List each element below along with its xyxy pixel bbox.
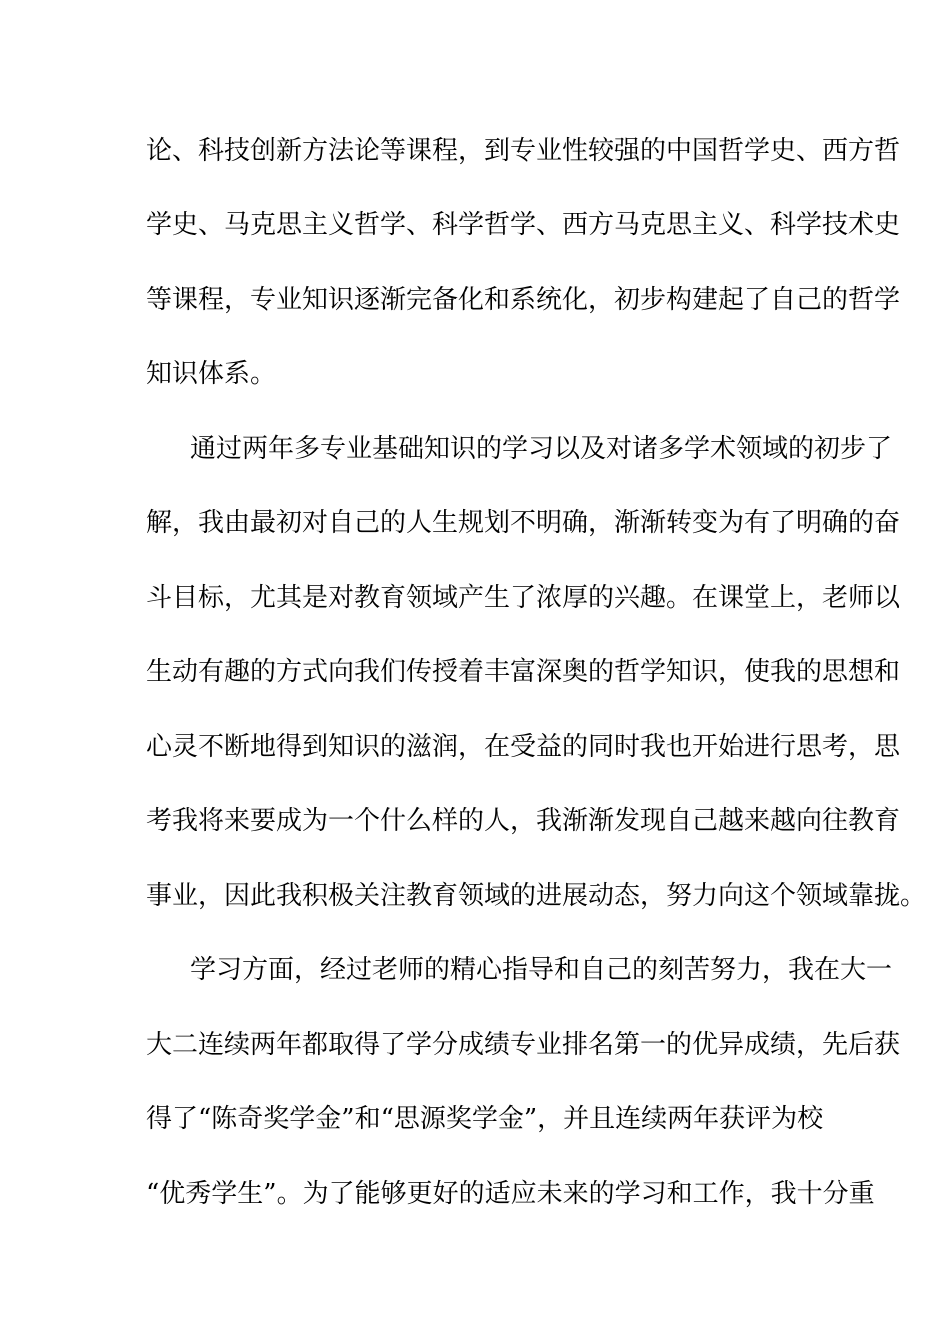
paragraph-3-line-1: 学习方面，经过老师的精心指导和自己的刻苦努力，我在大一 [190,955,893,985]
paragraph-1-line-2: 学史、马克思主义哲学、科学哲学、西方马克思主义、科学技术史 [146,210,901,240]
paragraph-2-line-1: 通过两年多专业基础知识的学习以及对诸多学术领域的初步了 [190,434,893,464]
paragraph-2-line-2: 解，我由最初对自己的人生规划不明确，渐渐转变为有了明确的奋 [146,508,901,538]
paragraph-2-line-5: 心灵不断地得到知识的滋润，在受益的同时我也开始进行思考，思 [146,732,901,762]
paragraph-1-line-4: 知识体系。 [146,359,277,389]
paragraph-3-line-2: 大二连续两年都取得了学分成绩专业排名第一的优异成绩，先后获 [146,1030,901,1060]
paragraph-1-line-3: 等课程，专业知识逐渐完备化和系统化，初步构建起了自己的哲学 [146,285,901,315]
paragraph-2-line-7: 事业，因此我积极关注教育领域的进展动态，努力向这个领域靠拢。 [146,881,927,911]
paragraph-2-line-4: 生动有趣的方式向我们传授着丰富深奥的哲学知识，使我的思想和 [146,657,901,687]
paragraph-3-line-4: “优秀学生”。为了能够更好的适应未来的学习和工作，我十分重 [146,1179,875,1209]
paragraph-2-line-3: 斗目标，尤其是对教育领域产生了浓厚的兴趣。在课堂上，老师以 [146,583,901,613]
paragraph-1-line-1: 论、科技创新方法论等课程，到专业性较强的中国哲学史、西方哲 [146,136,901,166]
paragraph-2-line-6: 考我将来要成为一个什么样的人，我渐渐发现自己越来越向往教育 [146,806,901,836]
paragraph-3-line-3: 得了“陈奇奖学金”和“思源奖学金”，并且连续两年获评为校 [146,1104,824,1134]
